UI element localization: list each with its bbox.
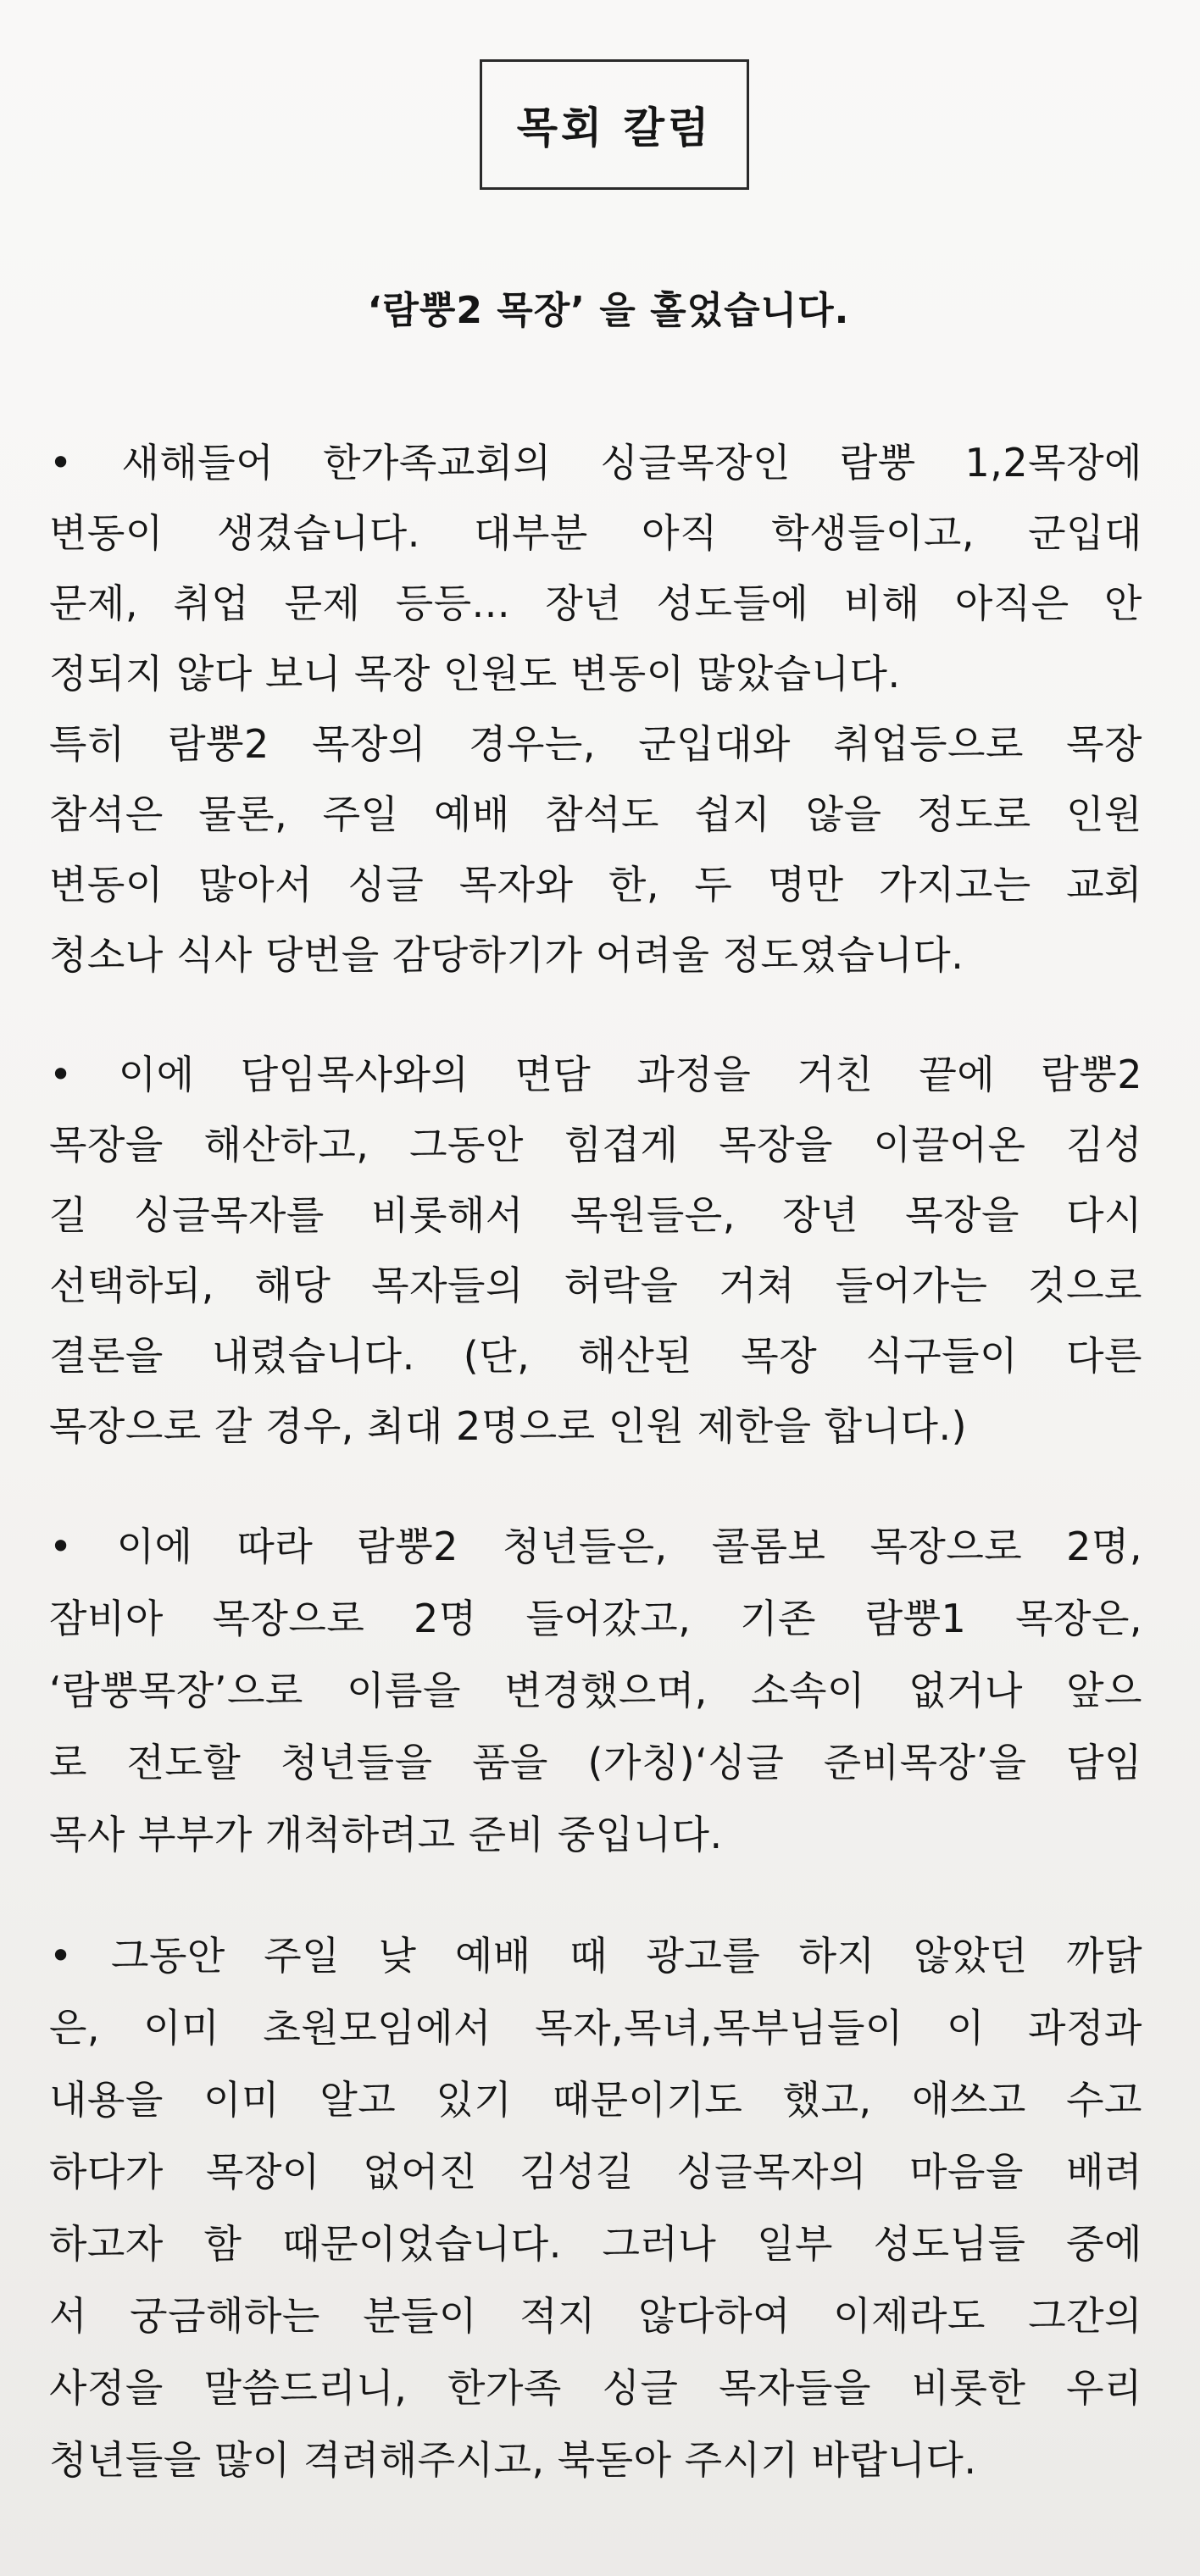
text-line: 서 궁금해하는 분들이 적지 않다하여 이제라도 그간의 xyxy=(49,2293,1142,2339)
text-line: 참석은 물론, 주일 예배 참석도 쉽지 않을 정도로 인원 xyxy=(49,791,1142,837)
text-line: 내용을 이미 알고 있기 때문이기도 했고, 애쓰고 수고 xyxy=(49,2077,1142,2123)
text-line: • 새해들어 한가족교회의 싱글목장인 람뿡 1,2목장에 xyxy=(49,440,1142,486)
column-title: 목회 칼럼 xyxy=(516,103,713,153)
text-line: • 그동안 주일 낮 예배 때 광고를 하지 않았던 까닭 xyxy=(49,1933,1142,1979)
paragraph-1 xyxy=(49,428,1142,991)
text-line: 하고자 함 때문이었습니다. 그러나 일부 성도님들 중에 xyxy=(49,2221,1142,2267)
text-line: 정되지 않다 보니 목장 인원도 변동이 많았습니다. xyxy=(49,651,901,697)
text-line: 특히 람뿡2 목장의 경우는, 군입대와 취업등으로 목장 xyxy=(49,721,1142,767)
text-line: 로 전도할 청년들을 품을 (가칭)‘싱글 준비목장’을 담임 xyxy=(49,1740,1142,1785)
paragraph-3 xyxy=(49,1511,1142,1871)
paragraph-2 xyxy=(49,1040,1142,1462)
text-line: 잠비아 목장으로 2명 들어갔고, 기존 람뿡1 목장은, xyxy=(49,1596,1142,1641)
text-line: 사정을 말씀드리니, 한가족 싱글 목자들을 비롯한 우리 xyxy=(49,2365,1142,2411)
paragraph-4 xyxy=(49,1920,1142,2496)
text-line: 선택하되, 해당 목자들의 허락을 거쳐 들어가는 것으로 xyxy=(49,1263,1142,1308)
column-title-box xyxy=(480,59,749,190)
text-line: 목장으로 갈 경우, 최대 2명으로 인원 제한을 합니다.) xyxy=(49,1403,968,1449)
text-line: 목사 부부가 개척하려고 준비 중입니다. xyxy=(49,1812,723,1857)
text-line: ‘람뿡목장’으로 이름을 변경했으며, 소속이 없거나 앞으 xyxy=(49,1668,1142,1713)
text-line: 청소나 식사 당번을 감당하기가 어려울 정도였습니다. xyxy=(49,932,964,978)
text-line: 문제, 취업 문제 등등... 장년 성도들에 비해 아직은 안 xyxy=(49,580,1142,626)
text-line: 결론을 내렸습니다. (단, 해산된 목장 식구들이 다른 xyxy=(49,1333,1142,1379)
text-line: 은, 이미 초원모임에서 목자,목녀,목부님들이 이 과정과 xyxy=(49,2005,1142,2051)
text-line: 길 싱글목자를 비롯해서 목원들은, 장년 목장을 다시 xyxy=(49,1192,1142,1238)
text-line: 하다가 목장이 없어진 김성길 싱글목자의 마음을 배려 xyxy=(49,2149,1142,2195)
text-line: 변동이 많아서 싱글 목자와 한, 두 명만 가지고는 교회 xyxy=(49,862,1142,908)
article-title: ‘람뿡2 목장’ 을 홀었습니다. xyxy=(367,289,850,332)
text-line: 변동이 생겼습니다. 대부분 아직 학생들이고, 군입대 xyxy=(49,510,1142,556)
text-line: • 이에 따라 람뿡2 청년들은, 콜롬보 목장으로 2명, xyxy=(49,1524,1142,1569)
article-body xyxy=(49,428,1142,2545)
text-line: 청년들을 많이 격려해주시고, 북돋아 주시기 바랍니다. xyxy=(49,2437,977,2483)
text-line: • 이에 담임목사와의 면담 과정을 거친 끝에 람뿡2 xyxy=(49,1052,1142,1097)
text-line: 목장을 해산하고, 그동안 힘겹게 목장을 이끌어온 김성 xyxy=(49,1122,1142,1168)
